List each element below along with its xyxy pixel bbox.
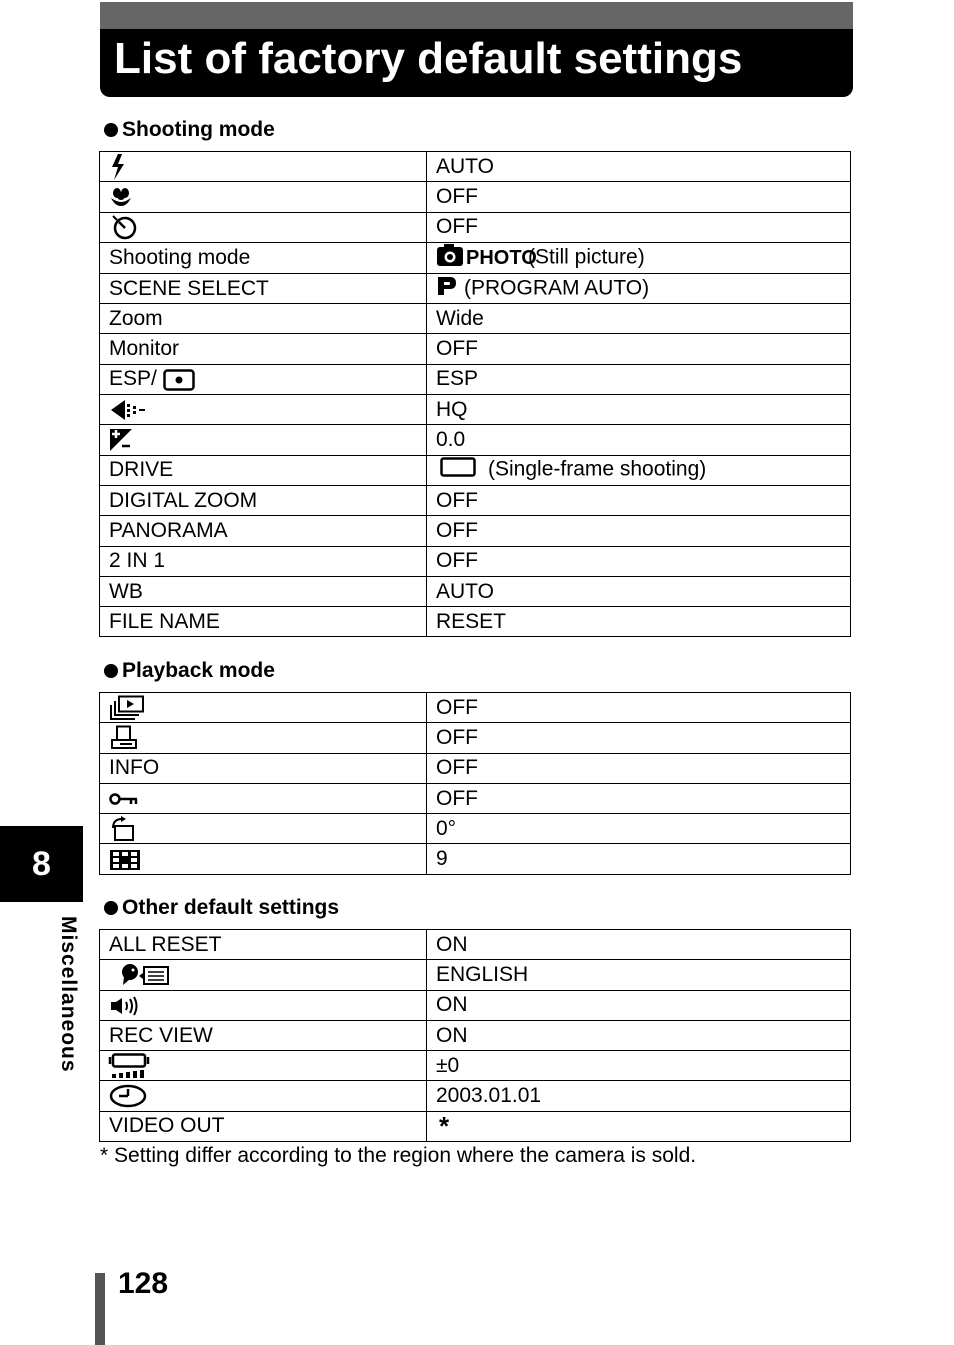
setting-key: Zoom (100, 304, 427, 334)
setting-value: ESP (427, 364, 851, 394)
setting-value: (PROGRAM AUTO) (427, 273, 851, 303)
setting-key: Monitor (100, 334, 427, 364)
setting-key (100, 723, 427, 753)
beep-speaker-icon (109, 995, 141, 1017)
table-row (100, 364, 851, 394)
print-reserve-icon (109, 725, 139, 751)
bullet-icon (104, 664, 118, 678)
setting-value: OFF (427, 723, 851, 753)
setting-value: OFF (427, 783, 851, 813)
table-row (100, 212, 851, 242)
setting-value: OFF (427, 212, 851, 242)
table-row (100, 576, 851, 606)
single-frame-icon (440, 457, 476, 483)
table-row (100, 242, 851, 273)
setting-value: * (427, 1111, 851, 1141)
self-timer-icon (109, 214, 139, 240)
table-row (100, 546, 851, 576)
setting-value: OFF (427, 516, 851, 546)
bullet-icon (104, 901, 118, 915)
section-title-shooting: Shooting mode (104, 117, 275, 143)
setting-value: AUTO (427, 576, 851, 606)
table-row (100, 960, 851, 990)
title-bar (100, 2, 853, 97)
setting-key (100, 693, 427, 723)
setting-value: AUTO (427, 152, 851, 182)
table-row (100, 990, 851, 1020)
setting-value: ±0 (427, 1051, 851, 1081)
setting-key (100, 844, 427, 874)
setting-key (100, 425, 427, 455)
setting-key: VIDEO OUT (100, 1111, 427, 1141)
setting-key: ALL RESET (100, 930, 427, 960)
table-row (100, 304, 851, 334)
setting-value: HQ (427, 395, 851, 425)
setting-value: OFF (427, 182, 851, 212)
shooting-settings-table (99, 151, 851, 637)
setting-key (100, 960, 427, 990)
slideshow-icon (109, 695, 145, 721)
setting-value: OFF (427, 693, 851, 723)
chapter-label: Miscellaneous (57, 916, 80, 1073)
chapter-tab (0, 826, 83, 902)
setting-key (100, 783, 427, 813)
exposure-compensation-icon (109, 428, 133, 452)
page-number-bar (95, 1273, 105, 1345)
table-row (100, 182, 851, 212)
section-title-playback: Playback mode (104, 658, 275, 684)
setting-value: RESET (427, 607, 851, 637)
monitor-brightness-icon (109, 1053, 149, 1079)
table-row (100, 152, 851, 182)
setting-value: 2003.01.01 (427, 1081, 851, 1111)
table-row (100, 395, 851, 425)
svg-text:PHOTO: PHOTO (466, 246, 537, 269)
table-row (100, 753, 851, 783)
clock-icon (109, 1084, 147, 1108)
table-row (100, 814, 851, 844)
setting-value: Wide (427, 304, 851, 334)
language-icon (119, 963, 171, 987)
spot-metering-icon (163, 369, 195, 391)
table-row (100, 693, 851, 723)
chapter-number: 8 (32, 845, 51, 883)
flash-icon (109, 154, 127, 180)
setting-key: WB (100, 576, 427, 606)
page-number: 128 (118, 1267, 169, 1300)
image-quality-icon (109, 398, 149, 422)
table-row (100, 485, 851, 515)
setting-key (100, 395, 427, 425)
setting-value: OFF (427, 485, 851, 515)
program-p-icon (436, 275, 458, 303)
table-row (100, 425, 851, 455)
setting-key: PANORAMA (100, 516, 427, 546)
table-row (100, 455, 851, 485)
setting-value: 0° (427, 814, 851, 844)
page-title: List of factory default settings (114, 34, 743, 83)
setting-value: OFF (427, 753, 851, 783)
setting-key: DRIVE (100, 455, 427, 485)
setting-value: ENGLISH (427, 960, 851, 990)
setting-key (100, 182, 427, 212)
table-row (100, 1111, 851, 1141)
setting-value: (Single-frame shooting) (427, 455, 851, 485)
footnote: * Setting differ according to the region where the camera is sold. (100, 1144, 697, 1167)
setting-key (100, 990, 427, 1020)
macro-flower-icon (109, 186, 133, 208)
setting-value: ON (427, 990, 851, 1020)
setting-key: SCENE SELECT (100, 273, 427, 303)
playback-settings-table (99, 692, 851, 875)
setting-key: FILE NAME (100, 607, 427, 637)
protect-key-icon (109, 791, 139, 807)
setting-key (100, 1051, 427, 1081)
table-row (100, 930, 851, 960)
setting-key: ESP/ (100, 364, 427, 394)
table-row (100, 273, 851, 303)
setting-value: 9 (427, 844, 851, 874)
other-settings-table (99, 929, 851, 1142)
table-row (100, 723, 851, 753)
setting-key: Shooting mode (100, 242, 427, 273)
table-row (100, 844, 851, 874)
setting-key: DIGITAL ZOOM (100, 485, 427, 515)
rotate-icon (109, 816, 137, 842)
table-row (100, 607, 851, 637)
table-row (100, 783, 851, 813)
setting-key: REC VIEW (100, 1020, 427, 1050)
setting-key (100, 152, 427, 182)
setting-value: OFF (427, 334, 851, 364)
setting-value: 0.0 (427, 425, 851, 455)
setting-key (100, 814, 427, 844)
table-row (100, 334, 851, 364)
table-row (100, 1051, 851, 1081)
setting-key: INFO (100, 753, 427, 783)
setting-key (100, 212, 427, 242)
section-title-other: Other default settings (104, 895, 339, 921)
setting-value: ON (427, 930, 851, 960)
setting-value: ON (427, 1020, 851, 1050)
table-row (100, 1020, 851, 1050)
index-display-icon (109, 849, 141, 871)
bullet-icon (104, 123, 118, 137)
title-top-strip (100, 2, 853, 29)
setting-key: 2 IN 1 (100, 546, 427, 576)
setting-value: OFF (427, 546, 851, 576)
table-row (100, 516, 851, 546)
camera-photo-icon (436, 243, 537, 273)
setting-key (100, 1081, 427, 1111)
setting-value: PHOTO (Still picture) (427, 242, 851, 273)
table-row (100, 1081, 851, 1111)
